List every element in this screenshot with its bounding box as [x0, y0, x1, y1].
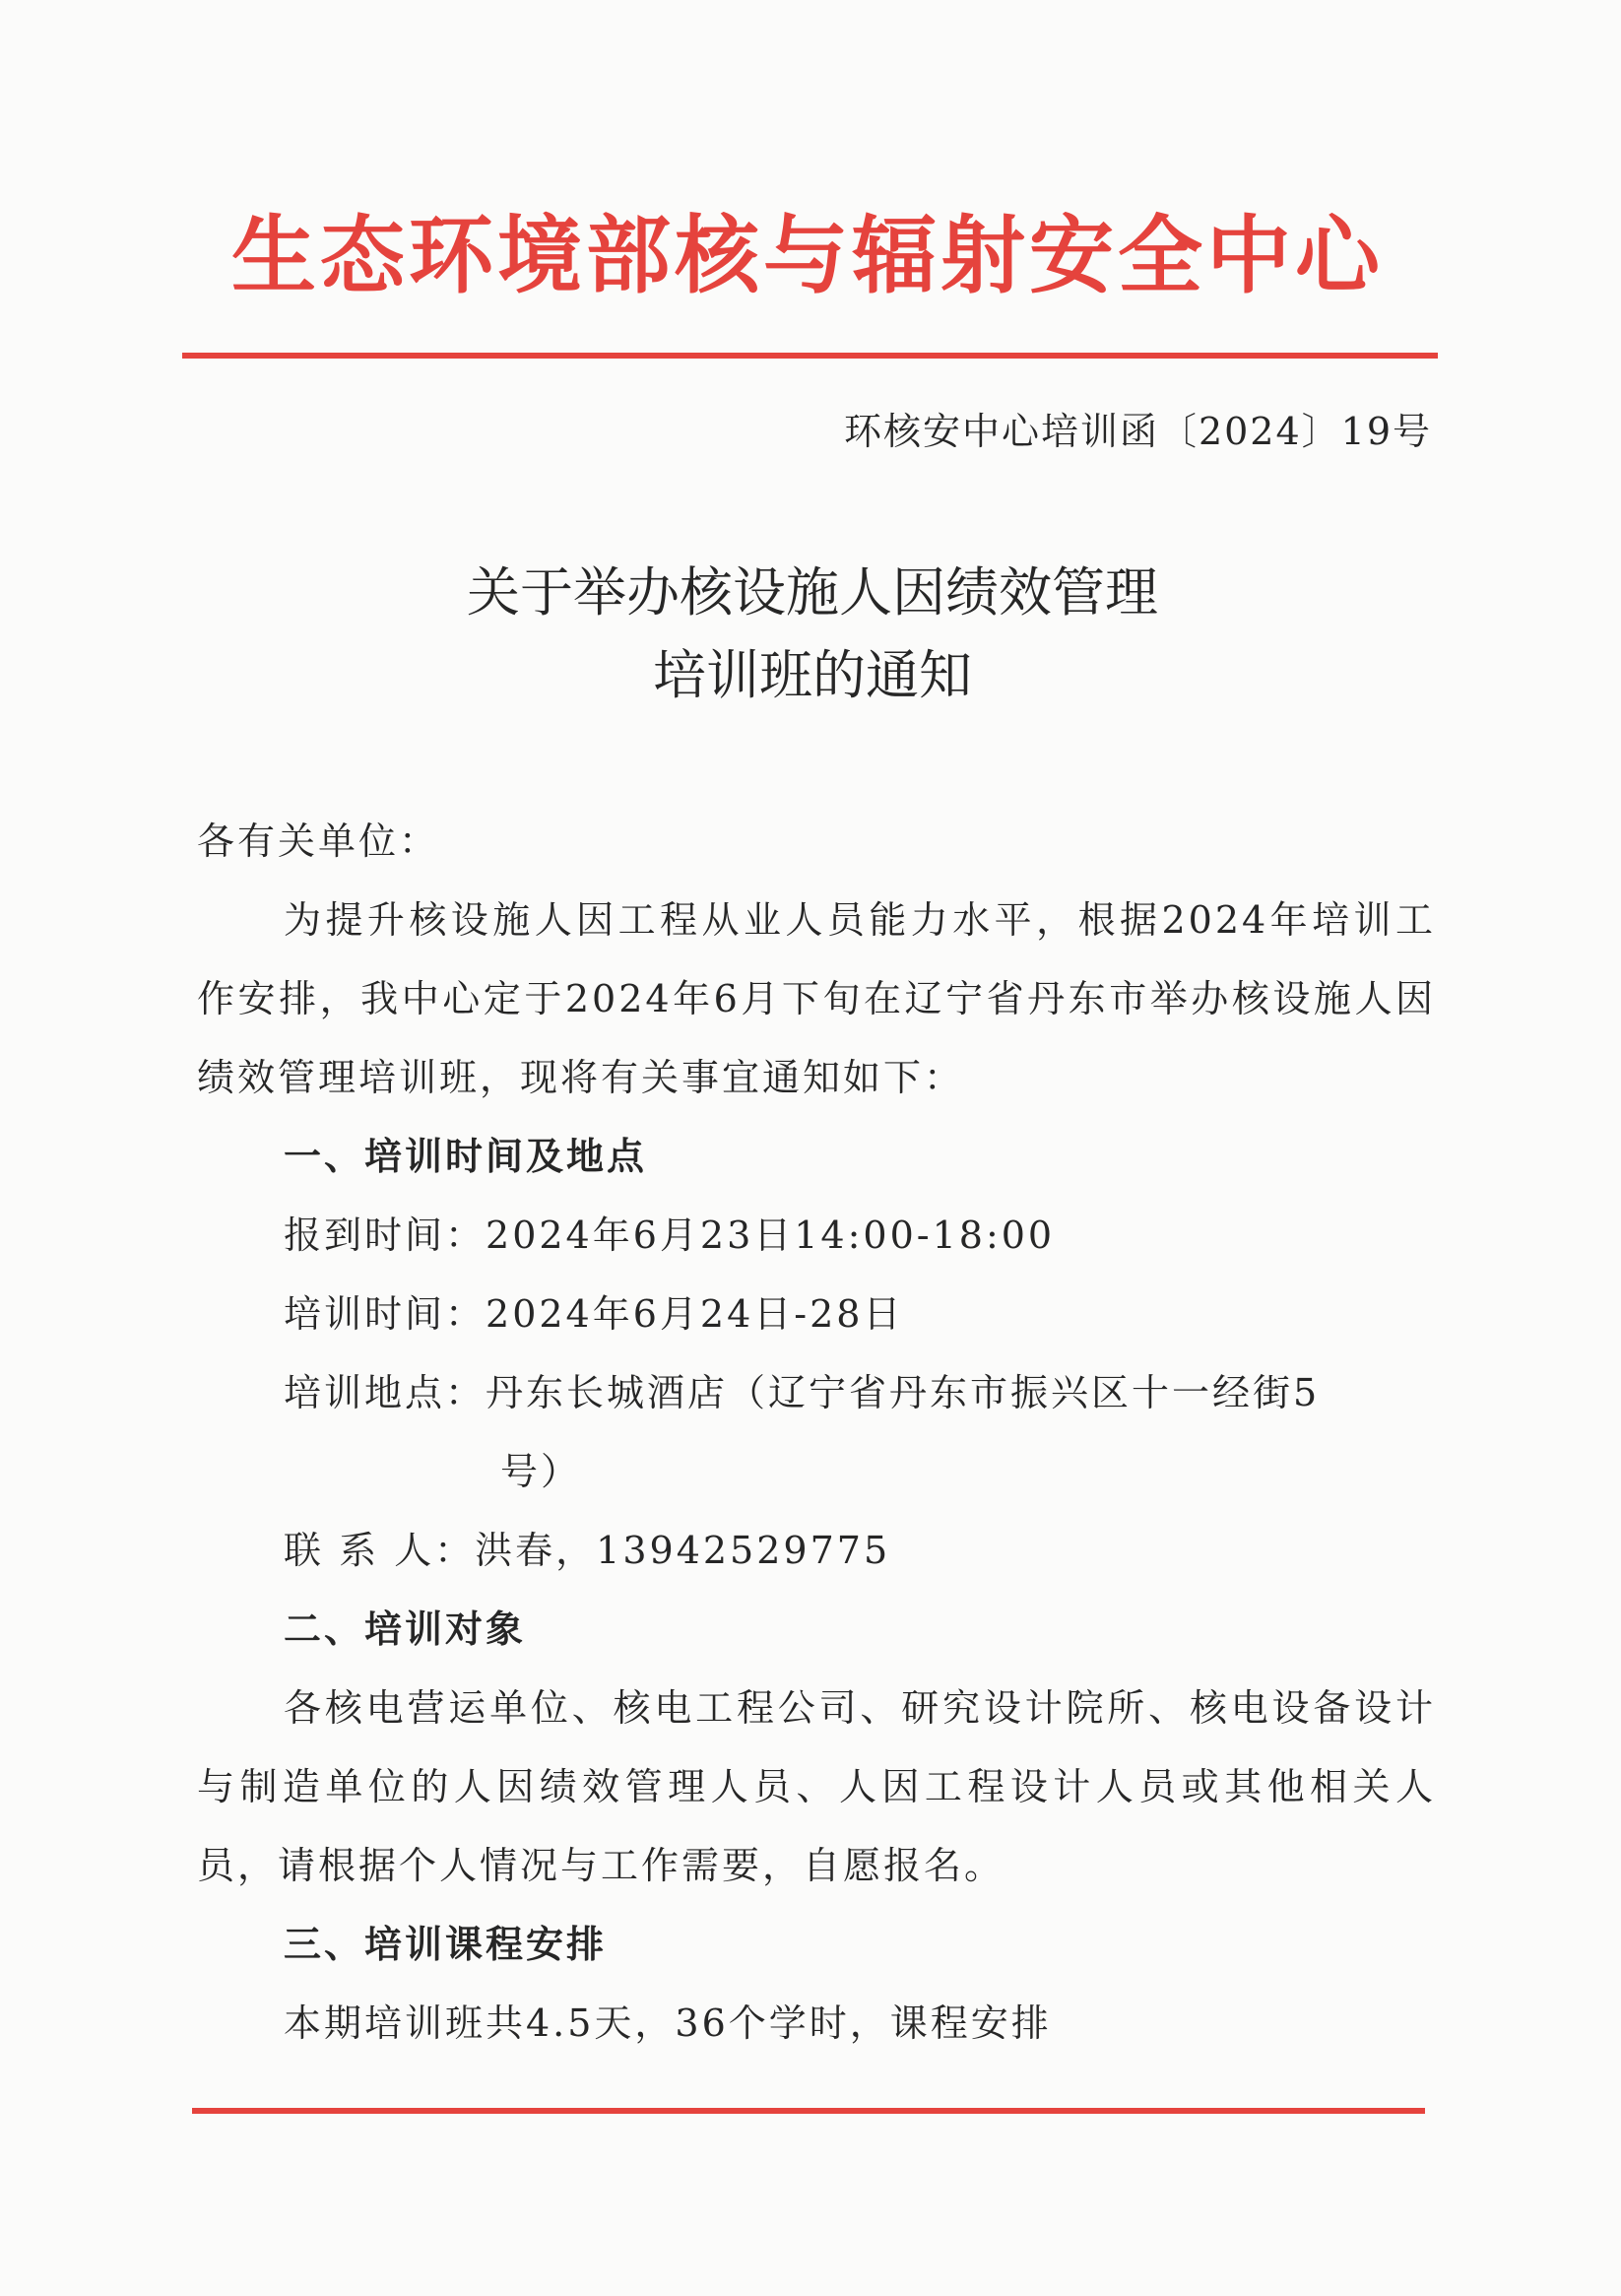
training-location-value-line1: 丹东长城酒店（辽宁省丹东市振兴区十一经街5 [486, 1371, 1321, 1414]
salutation: 各有关单位： [197, 820, 440, 863]
notice-body [197, 802, 1436, 2063]
section2-heading: 二、培训对象 [284, 1607, 527, 1651]
report-time-value: 2024年6月23日14:00-18:00 [486, 1214, 1056, 1257]
notice-title [177, 552, 1448, 717]
report-time-label: 报到时间： [284, 1214, 486, 1257]
section3-paragraph: 本期培训班共4.5天，36个学时，课程安排 [284, 2001, 1052, 2045]
training-time-label: 培训时间： [284, 1292, 486, 1336]
report-time-item [197, 1196, 1436, 1275]
training-location-value-line2: 号） [500, 1450, 582, 1493]
masthead-org-name: 生态环境部核与辐射安全中心 [231, 207, 1384, 305]
contact-label: 联 系 人： [284, 1529, 476, 1572]
document-number: 环核安中心培训函〔2024〕19号 [843, 410, 1432, 453]
training-time-item [197, 1275, 1436, 1353]
section2-paragraph: 各核电营运单位、核电工程公司、研究设计院所、核电设备设计与制造单位的人因绩效管理人员、人因工程设计人员或其他相关人员，请根据个人情况与工作需要，自愿报名。 [197, 1686, 1436, 1887]
footer-red-rule [192, 2108, 1425, 2114]
section1-heading: 一、培训时间及地点 [284, 1135, 648, 1178]
contact-item [197, 1511, 1436, 1590]
intro-paragraph: 为提升核设施人因工程从业人员能力水平，根据2024年培训工作安排，我中心定于2024年6月下旬在辽宁省丹东市举办核设施人因绩效管理培训班，现将有关事宜通知如下： [197, 898, 1436, 1099]
notice-title-line1: 关于举办核设施人因绩效管理 [467, 561, 1158, 623]
training-location-item [197, 1353, 1436, 1511]
section3-heading: 三、培训课程安排 [284, 1923, 608, 1966]
contact-value: 洪春，13942529775 [475, 1529, 891, 1572]
masthead-red-rule [182, 353, 1438, 359]
training-time-value: 2024年6月24日-28日 [486, 1292, 904, 1336]
training-location-label: 培训地点： [284, 1371, 486, 1414]
notice-title-line2: 培训班的通知 [653, 644, 972, 706]
